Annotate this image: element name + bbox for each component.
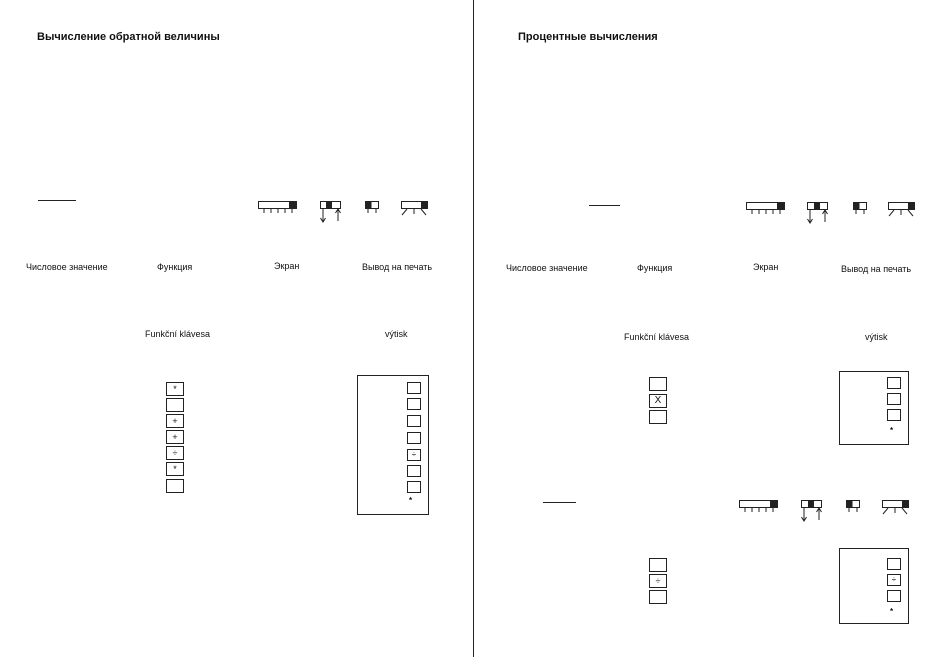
print-key [887, 558, 901, 570]
left-blank-underline [38, 200, 76, 201]
page-divider [473, 0, 474, 657]
print-key [887, 409, 901, 421]
left-page-title: Вычисление обратной величины [37, 31, 220, 43]
right-switch-diagrams [746, 202, 926, 228]
print-key [407, 398, 421, 410]
print-key-divide: ÷ [887, 574, 901, 586]
key-blank[interactable] [166, 398, 184, 412]
left-print-label: výtisk [385, 329, 408, 339]
left-col-print: Вывод на печать [362, 262, 433, 272]
key-multiply[interactable]: * [166, 382, 184, 396]
key-blank[interactable] [649, 590, 667, 604]
left-print-tape [357, 375, 429, 515]
print-key [407, 465, 421, 477]
left-switch-diagrams [258, 201, 438, 227]
right-print-label: výtisk [865, 332, 888, 342]
right-col-value: Числовое значение [506, 263, 588, 273]
print-key [407, 415, 421, 427]
right-col-print: Вывод на печать [841, 264, 912, 274]
right-print-tape-1 [839, 371, 909, 445]
print-key [407, 481, 421, 493]
key-divide[interactable]: ÷ [649, 574, 667, 588]
key-plus[interactable]: + [166, 414, 184, 428]
left-function-key-label: Funkční klávesa [145, 329, 211, 339]
right-print-tape-2 [839, 548, 909, 624]
right-col-display: Экран [753, 262, 779, 272]
print-key [887, 393, 901, 405]
key-multiply[interactable]: * [166, 462, 184, 476]
key-multiply-x[interactable]: X [649, 394, 667, 408]
print-mark: * [409, 496, 413, 505]
left-col-value: Числовое значение [26, 262, 108, 272]
key-blank[interactable] [166, 479, 184, 493]
key-blank[interactable] [649, 410, 667, 424]
right-blank-underline-2 [543, 502, 576, 503]
right-switch-diagrams-2 [739, 500, 919, 526]
key-blank[interactable] [649, 377, 667, 391]
print-mark: * [890, 607, 894, 616]
key-divide[interactable]: ÷ [166, 446, 184, 460]
right-blank-underline [589, 205, 620, 206]
print-key [887, 590, 901, 602]
right-page-title: Процентные вычисления [518, 31, 658, 43]
key-plus[interactable]: + [166, 430, 184, 444]
print-key-divide: ÷ [407, 449, 421, 461]
left-col-display: Экран [274, 261, 300, 271]
print-key [407, 432, 421, 444]
print-key [887, 377, 901, 389]
left-col-function: Функция [157, 262, 193, 272]
print-mark: * [890, 426, 894, 435]
key-blank[interactable] [649, 558, 667, 572]
right-col-function: Функция [637, 263, 673, 273]
right-function-key-label: Funkční klávesa [624, 332, 690, 342]
print-key [407, 382, 421, 394]
